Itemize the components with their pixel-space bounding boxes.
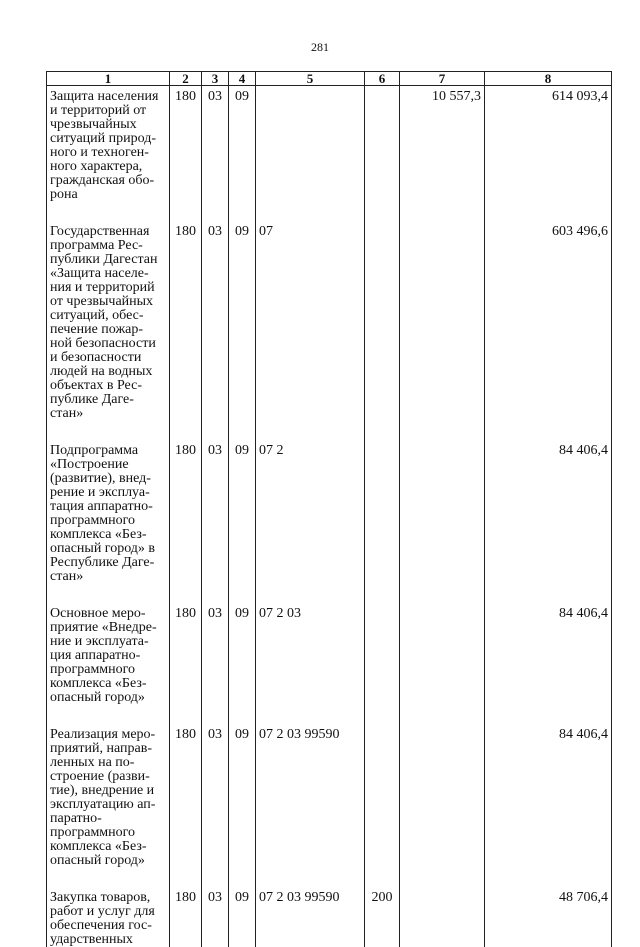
table-row	[47, 887, 612, 947]
page-number: 281	[311, 40, 329, 54]
cell-vr: 200	[365, 887, 400, 947]
column-header: 8	[485, 72, 612, 86]
table-row	[47, 86, 612, 222]
column-header: 7	[400, 72, 485, 86]
table-row	[47, 724, 612, 887]
cell-value-8: 84 406,4	[485, 724, 612, 887]
cell-ga: 180	[170, 440, 202, 603]
cell-pr: 09	[229, 440, 256, 603]
cell-value-8: 48 706,4	[485, 887, 612, 947]
cell-csr: 07 2	[256, 440, 365, 603]
cell-rz: 03	[202, 887, 229, 947]
cell-vr	[365, 724, 400, 887]
cell-vr	[365, 86, 400, 222]
column-header: 1	[47, 72, 170, 86]
cell-value-8: 603 496,6	[485, 221, 612, 440]
row-name: Государственная программа Рес- публики Дагестан «Защита населе- ния и территорий от чрезвычайных ситуаций, обес- печение пожар- ной безопасности и безопасности людей на водных объектах в Рес- публике Даге- стан»	[50, 224, 158, 421]
cell-value-7	[400, 603, 485, 724]
cell-ga: 180	[170, 887, 202, 947]
budget-table	[46, 71, 612, 947]
cell-vr	[365, 603, 400, 724]
row-name: Защита населения и территорий от чрезвычайных ситуаций природ- ного и техноген- ного характера, гражданская обо- рона	[50, 89, 159, 202]
table-header-row	[47, 72, 612, 86]
cell-csr: 07	[256, 221, 365, 440]
cell-ga: 180	[170, 603, 202, 724]
cell-rz: 03	[202, 603, 229, 724]
cell-csr: 07 2 03 99590	[256, 887, 365, 947]
cell-rz: 03	[202, 86, 229, 222]
cell-value-7	[400, 887, 485, 947]
cell-pr: 09	[229, 724, 256, 887]
cell-value-8: 614 093,4	[485, 86, 612, 222]
table-row	[47, 440, 612, 603]
cell-rz: 03	[202, 724, 229, 887]
cell-vr	[365, 221, 400, 440]
column-header: 3	[202, 72, 229, 86]
cell-ga: 180	[170, 221, 202, 440]
column-header: 4	[229, 72, 256, 86]
cell-value-7: 10 557,3	[400, 86, 485, 222]
cell-rz: 03	[202, 221, 229, 440]
table-row	[47, 221, 612, 440]
cell-value-7	[400, 440, 485, 603]
cell-pr: 09	[229, 603, 256, 724]
cell-value-7	[400, 221, 485, 440]
column-header: 5	[256, 72, 365, 86]
cell-value-7	[400, 724, 485, 887]
cell-csr: 07 2 03	[256, 603, 365, 724]
column-header: 6	[365, 72, 400, 86]
cell-ga: 180	[170, 86, 202, 222]
cell-rz: 03	[202, 440, 229, 603]
row-name: Реализация меро- приятий, направ- ленных на по- строение (разви- тие), внедрение и эксплуатацию ап- паратно- программного комплекса «Без- опасный город»	[50, 727, 156, 868]
row-name: Основное меро- приятие «Внедре- ние и эксплуата- ция аппаратно- программного комплекса «Без- опасный город»	[50, 606, 157, 705]
cell-vr	[365, 440, 400, 603]
row-name: Подпрограмма «Построение (развитие), внед- рение и эксплуа- тация аппаратно- программного комплекса «Без- опасный город» в Республике Даге- стан»	[50, 443, 156, 584]
row-name: Закупка товаров, работ и услуг для обеспечения гос- ударственных	[50, 890, 155, 947]
cell-csr: 07 2 03 99590	[256, 724, 365, 887]
table-row	[47, 603, 612, 724]
cell-csr	[256, 86, 365, 222]
cell-pr: 09	[229, 221, 256, 440]
cell-value-8: 84 406,4	[485, 603, 612, 724]
column-header: 2	[170, 72, 202, 86]
cell-pr: 09	[229, 86, 256, 222]
cell-ga: 180	[170, 724, 202, 887]
cell-pr: 09	[229, 887, 256, 947]
cell-value-8: 84 406,4	[485, 440, 612, 603]
